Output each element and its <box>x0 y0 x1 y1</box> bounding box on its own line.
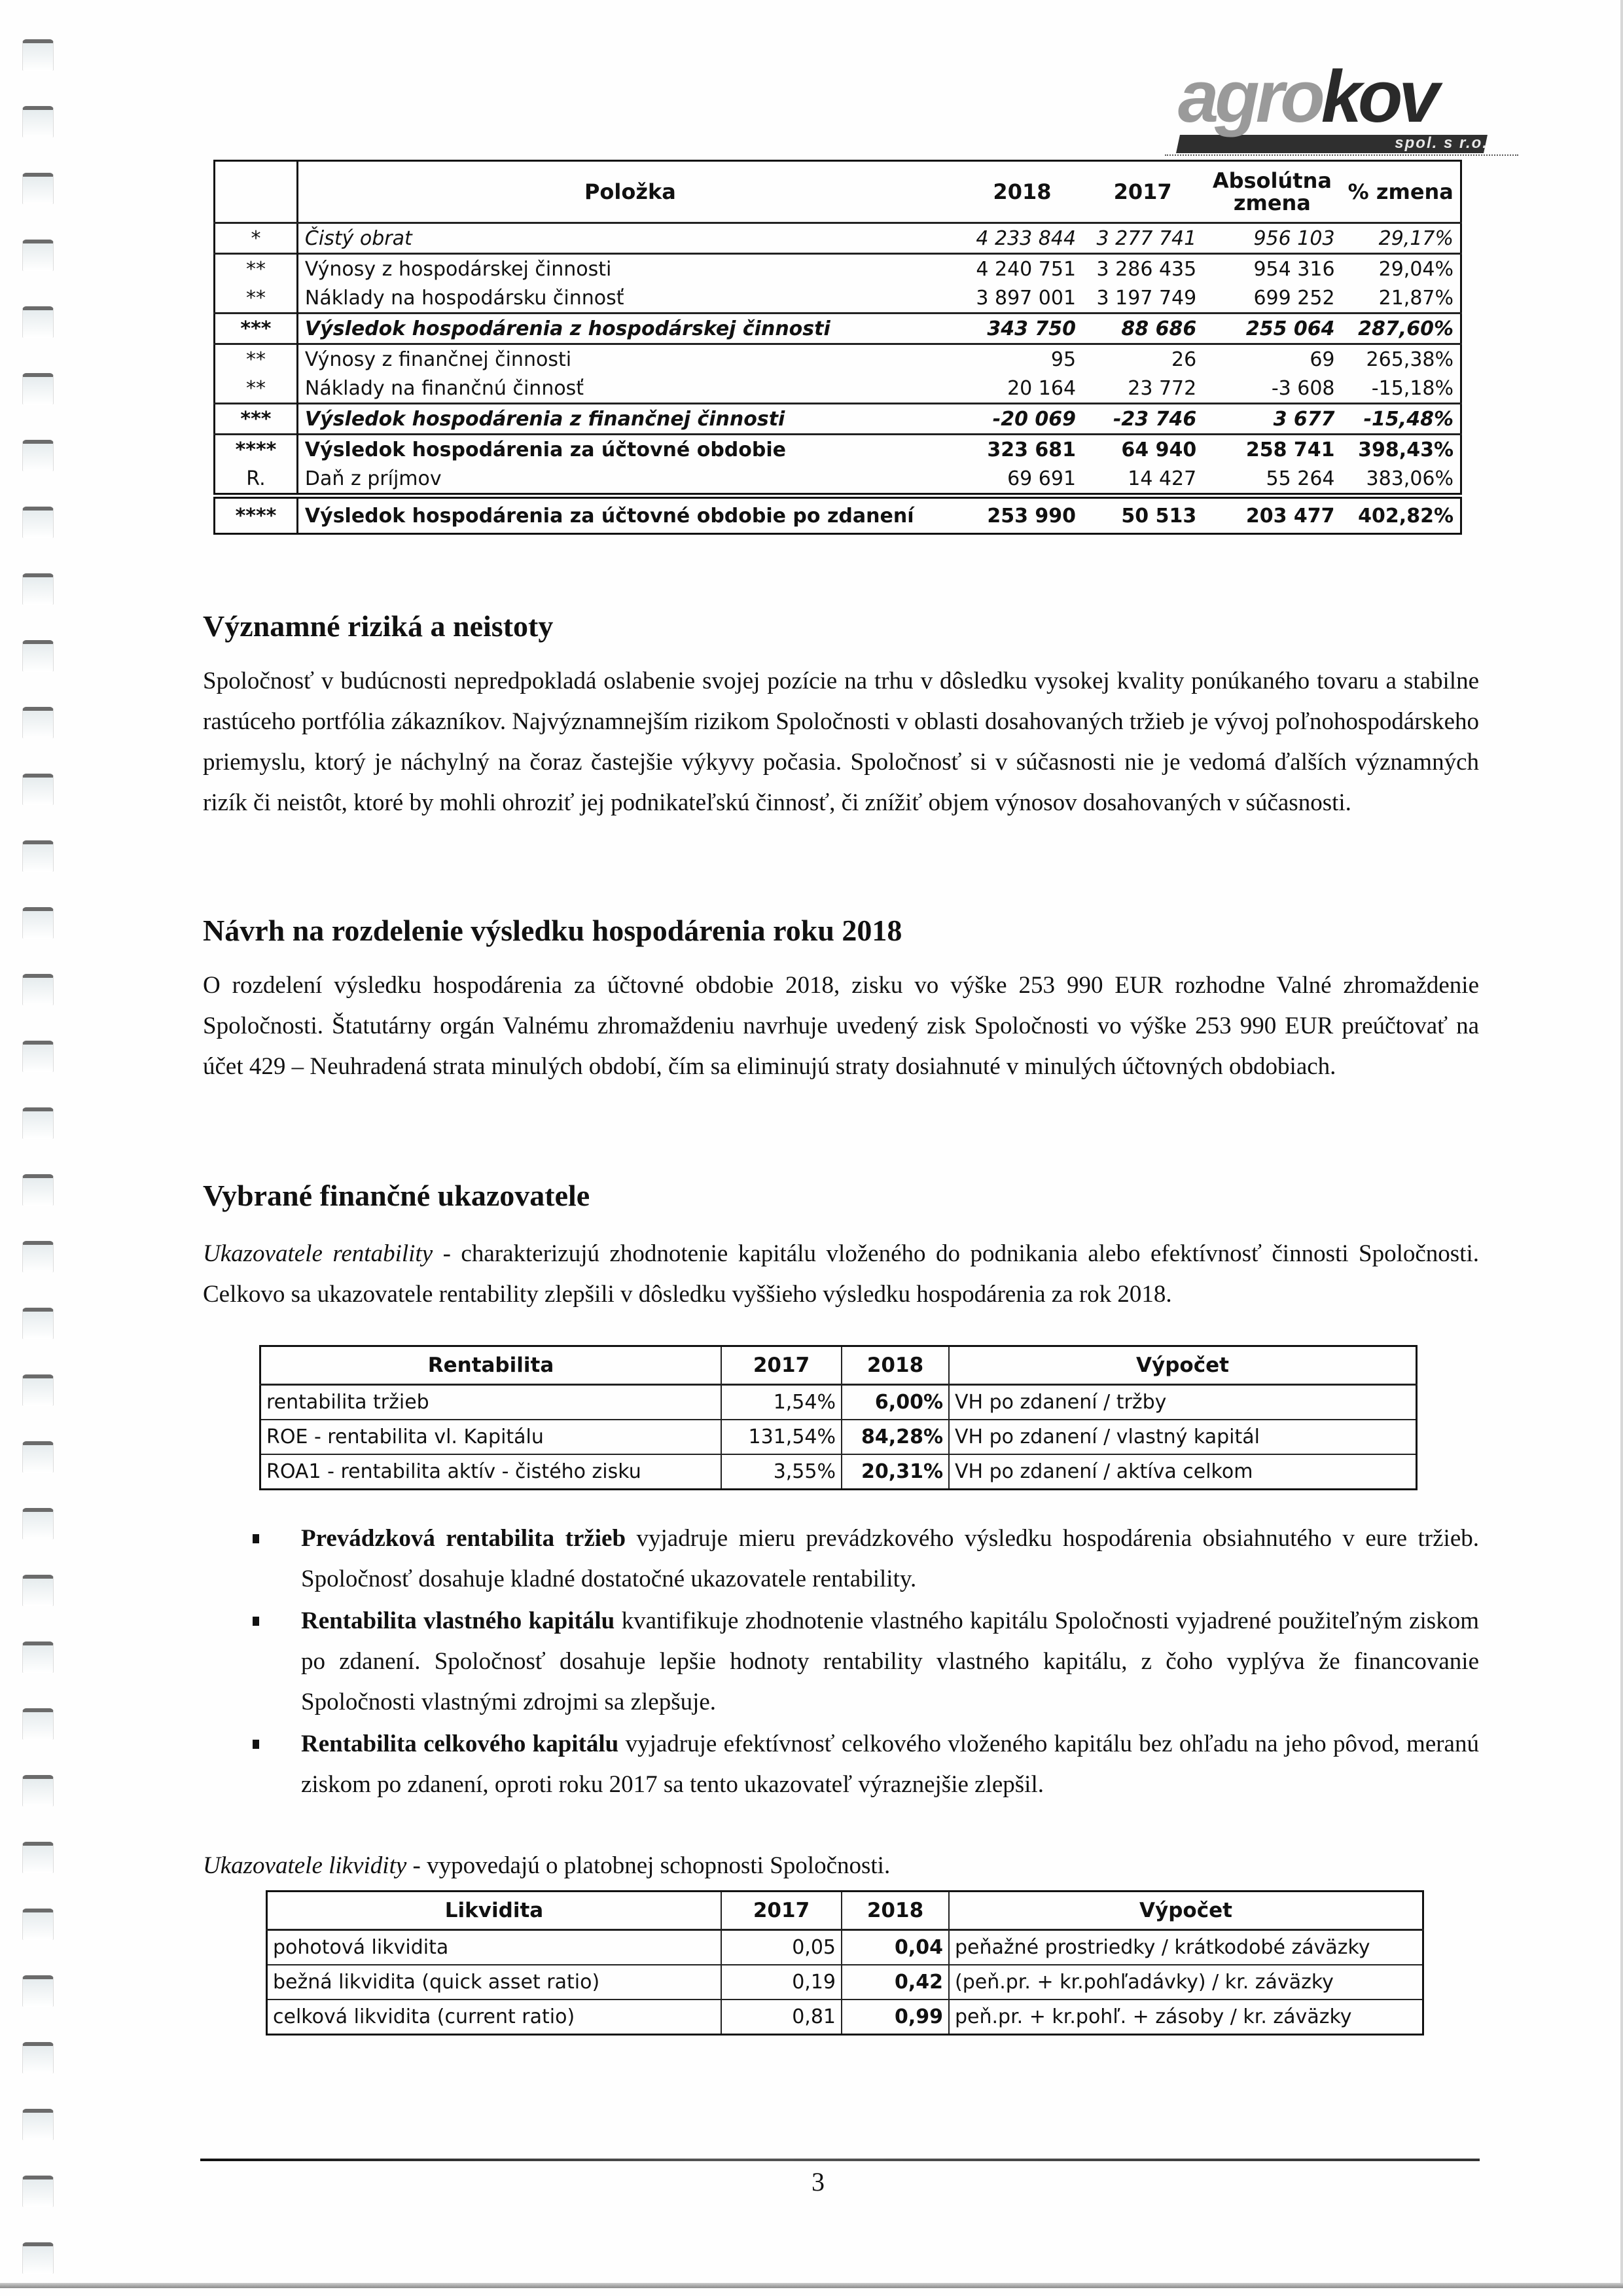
binder-hole-icon <box>22 974 54 1005</box>
row-label: Náklady na finančnú činnosť <box>304 376 584 400</box>
row-abs: 255 064 <box>1203 314 1341 344</box>
header-rule <box>1165 154 1518 156</box>
bullet-text: kvantifikuje zhodnotenie vlastného kapitálu Spoločnosti vyjadrené použiteľným ziskom po zdanení. Spoločnosť dosahuje lepšie hodnoty rentability vlastného kapitálu, z čoho vyplýva že financovanie Spoločnosti vlastnými zdrojmi sa zlepšuje. <box>301 1607 1479 1715</box>
table-row <box>215 344 1461 374</box>
binder-hole-icon <box>22 2242 54 2274</box>
header-rentability: Rentabilita <box>260 1346 722 1385</box>
binder-hole-icon <box>22 1975 54 2007</box>
row-2017: 23 772 <box>1128 376 1197 400</box>
liquidity-intro <box>203 1846 1479 1886</box>
table-row <box>260 1454 1417 1490</box>
binder-hole-icon <box>22 1308 54 1339</box>
bullet-square-icon <box>253 1740 259 1749</box>
row-mark: R. <box>215 464 298 496</box>
binder-hole-icon <box>22 173 54 204</box>
page-edge <box>1620 0 1623 2283</box>
row-abs: 699 252 <box>1253 286 1335 310</box>
row-2017: -23 746 <box>1082 404 1203 435</box>
row-name: rentabilita tržieb <box>260 1385 722 1420</box>
rentability-table <box>259 1345 1418 1490</box>
table-row <box>215 374 1461 404</box>
row-pct: 383,06% <box>1366 467 1454 490</box>
row-calc: peňažné prostriedky / krátkodobé záväzky <box>949 1930 1423 1965</box>
proposal-paragraph: O rozdelení výsledku hospodárenia za účtovné obdobie 2018, zisku vo výške 253 990 EUR rozhodne Valné zhromaždenie Spoločnosti. Štatutárny orgán Valnému zhromaždeniu navrhuje uvedený zisk Spoločnosti vo výške 253 990 EUR preúčtovať na účet 429 – Neuhradená strata minulých období, čím sa eliminujú straty dosiahnuté v minulých účtovných obdobiach. <box>203 972 1479 1080</box>
row-pct: -15,18% <box>1371 376 1454 400</box>
bullet-square-icon <box>253 1617 259 1626</box>
company-logo <box>1171 58 1512 156</box>
row-2018: 4 240 751 <box>962 254 1082 284</box>
binder-hole-icon <box>22 1441 54 1473</box>
row-2017: 3 286 435 <box>1082 254 1203 284</box>
row-2018: 69 691 <box>1007 467 1077 490</box>
row-name: bežná likvidita (quick asset ratio) <box>267 1965 722 2000</box>
binder-hole-icon <box>22 440 54 471</box>
header-pct-change: % zmena <box>1342 161 1461 223</box>
logo-wordmark <box>1178 58 1436 136</box>
bullet-term: Prevádzková rentabilita tržieb <box>301 1525 626 1552</box>
row-calc: VH po zdanení / vlastný kapitál <box>949 1420 1417 1454</box>
row-calc: VH po zdanení / tržby <box>949 1385 1417 1420</box>
binder-hole-icon <box>22 1842 54 1873</box>
row-pct: 287,60% <box>1342 314 1461 344</box>
row-label: Výsledok hospodárenia z hospodárskej činnosti <box>297 314 961 344</box>
binder-hole-icon <box>22 106 54 137</box>
header-abs-change: Absolútna zmena <box>1203 161 1341 223</box>
list-item <box>203 1601 1479 1723</box>
page-number: 3 <box>812 2167 825 2197</box>
row-label: Náklady na hospodársku činnosť <box>304 286 624 310</box>
table-row <box>267 2000 1423 2035</box>
row-2018: 4 233 844 <box>976 226 1077 250</box>
header-2017: 2017 <box>721 1892 842 1930</box>
row-2018: 95 <box>962 344 1082 374</box>
results-header-row <box>215 161 1461 223</box>
liquidity-intro-text: - vypovedajú o platobnej schopnosti Spoločnosti. <box>406 1852 891 1879</box>
row-label: Čistý obrat <box>304 226 412 250</box>
table-row <box>215 223 1461 254</box>
row-pct: 29,04% <box>1342 254 1461 284</box>
row-abs: -3 608 <box>1271 376 1335 400</box>
table-row <box>215 314 1461 344</box>
row-2017: 3 277 741 <box>1096 226 1197 250</box>
row-2018: -20 069 <box>962 404 1082 435</box>
row-2017: 131,54% <box>721 1420 842 1454</box>
row-2018: 0,04 <box>842 1930 949 1965</box>
header-2018: 2018 <box>842 1892 949 1930</box>
binder-hole-icon <box>22 2176 54 2207</box>
list-item <box>203 1724 1479 1805</box>
binder-hole-icon <box>22 573 54 605</box>
row-name: ROE - rentabilita vl. Kapitálu <box>260 1420 722 1454</box>
rentability-intro <box>203 1234 1479 1315</box>
row-2018: 343 750 <box>962 314 1082 344</box>
liquidity-table <box>266 1890 1424 2036</box>
header-2017: 2017 <box>1082 161 1203 223</box>
bullet-text: vyjadruje mieru prevádzkového výsledku hospodárenia obsiahnutého v eure tržieb. Spoločnosť dosahuje kladné dostatočné ukazovatele rentability. <box>301 1525 1479 1592</box>
row-pct: 265,38% <box>1342 344 1461 374</box>
logo-subtitle: spol. s r.o. <box>1395 134 1488 152</box>
row-name: pohotová likvidita <box>267 1930 722 1965</box>
liquidity-intro-term: Ukazovatele likvidity <box>203 1852 407 1879</box>
table-row <box>260 1420 1417 1454</box>
binder-hole-icon <box>22 2109 54 2140</box>
row-2018: 0,99 <box>842 2000 949 2035</box>
table-row <box>215 435 1461 465</box>
row-abs: 203 477 <box>1203 496 1341 534</box>
bullet-text: vyjadruje efektívnosť celkového vloženého kapitálu bez ohľadu na jeho pôvod, meranú ziskom po zdanení, oproti roku 2017 sa tento ukazovateľ výraznejšie zlepšil. <box>301 1731 1479 1798</box>
binder-hole-icon <box>22 1775 54 1806</box>
row-2018: 20,31% <box>842 1454 949 1490</box>
binder-hole-icon <box>22 1575 54 1606</box>
row-2017: 14 427 <box>1128 467 1197 490</box>
row-2017: 0,19 <box>721 1965 842 2000</box>
footer-rule <box>200 2159 1480 2161</box>
binder-hole-icon <box>22 707 54 738</box>
logo-agro: agro <box>1178 56 1321 137</box>
row-mark: ** <box>215 283 298 314</box>
risks-paragraph: Spoločnosť v budúcnosti nepredpokladá oslabenie svojej pozície na trhu v dôsledku vysokej kvality ponúkaného tovaru a stabilne rastúceho portfólia zákazníkov. Najvýznamnejším rizikom Spoločnosti v oblasti dosahovaných tržieb je vývoj poľnohospodárskeho priemyslu, ktorý je náchylný na čoraz častejšie výkyvy počasia. Spoločnosť si v súčasnosti nie je vedomá ďalších významných rizík či neistôt, ktoré by mohli ohroziť jej podnikateľskú činnosť, či znížiť objem výnosov dosahovaných v súčasnosti. <box>203 668 1479 816</box>
rentability-intro-text: - charakterizujú zhodnotenie kapitálu vloženého do podnikania alebo efektívnosť činnosti Spoločnosti. Celkovo sa ukazovatele rentability zlepšili v dôsledku vyššieho výsledku hospodárenia za rok 2018. <box>203 1240 1479 1308</box>
binder-hole-icon <box>22 774 54 805</box>
list-item <box>203 1518 1479 1600</box>
row-abs: 954 316 <box>1203 254 1341 284</box>
row-mark: **** <box>215 435 298 465</box>
row-label: Výsledok hospodárenia za účtovné obdobie <box>297 435 961 465</box>
row-calc: (peň.pr. + kr.pohľadávky) / kr. záväzky <box>949 1965 1423 2000</box>
binder-hole-icon <box>22 1641 54 1673</box>
row-2017: 88 686 <box>1082 314 1203 344</box>
binder-hole-icon <box>22 306 54 338</box>
binder-hole-icon <box>22 1708 54 1740</box>
row-label: Daň z príjmov <box>304 467 442 490</box>
binder-hole-icon <box>22 1174 54 1206</box>
binder-hole-icon <box>22 840 54 872</box>
binder-hole-icon <box>22 1374 54 1406</box>
row-label: Výnosy z hospodárskej činnosti <box>297 254 961 284</box>
bullet-square-icon <box>253 1534 259 1543</box>
row-label: Výsledok hospodárenia za účtovné obdobie po zdanení <box>297 496 961 534</box>
table-row <box>215 254 1461 284</box>
row-pct: 21,87% <box>1378 286 1454 310</box>
row-2018: 323 681 <box>962 435 1082 465</box>
binder-hole-icon <box>22 1508 54 1539</box>
row-2017: 64 940 <box>1082 435 1203 465</box>
row-2017: 1,54% <box>721 1385 842 1420</box>
header-item: Položka <box>297 161 961 223</box>
header-2017: 2017 <box>721 1346 842 1385</box>
section-heading-proposal: Návrh na rozdelenie výsledku hospodárenia roku 2018 <box>203 914 902 947</box>
rentability-bullets <box>203 1518 1479 1806</box>
binder-hole-icon <box>22 1041 54 1072</box>
header-2018: 2018 <box>842 1346 949 1385</box>
bullet-term: Rentabilita vlastného kapitálu <box>301 1607 615 1634</box>
row-2017: 3,55% <box>721 1454 842 1490</box>
row-calc: peň.pr. + kr.pohľ. + zásoby / kr. záväzky <box>949 2000 1423 2035</box>
binder-hole-icon <box>22 640 54 672</box>
row-calc: VH po zdanení / aktíva celkom <box>949 1454 1417 1490</box>
row-name: ROA1 - rentabilita aktív - čistého zisku <box>260 1454 722 1490</box>
row-2017: 3 197 749 <box>1096 286 1197 310</box>
row-abs: 258 741 <box>1203 435 1341 465</box>
row-name: celková likvidita (current ratio) <box>267 2000 722 2035</box>
row-mark: **** <box>215 496 298 534</box>
rentability-intro-term: Ukazovatele rentability <box>203 1240 433 1267</box>
row-2018: 20 164 <box>1007 376 1077 400</box>
row-2018: 6,00% <box>842 1385 949 1420</box>
table-row <box>267 1965 1423 2000</box>
row-2018: 3 897 001 <box>976 286 1077 310</box>
row-mark: ** <box>215 344 298 374</box>
binder-hole-icon <box>22 1241 54 1272</box>
row-pct: 29,17% <box>1378 226 1454 250</box>
row-pct: 398,43% <box>1342 435 1461 465</box>
row-mark: * <box>215 223 298 254</box>
section-heading-risks: Významné riziká a neistoty <box>203 609 554 643</box>
row-abs: 956 103 <box>1253 226 1335 250</box>
liquidity-header-row <box>267 1892 1423 1930</box>
row-2018: 84,28% <box>842 1420 949 1454</box>
row-mark: ** <box>215 254 298 284</box>
table-row <box>267 1930 1423 1965</box>
row-mark: *** <box>215 404 298 435</box>
row-abs: 3 677 <box>1203 404 1341 435</box>
section-heading-indicators: Vybrané finančné ukazovatele <box>203 1179 590 1212</box>
binder-hole-icon <box>22 507 54 538</box>
row-2018: 0,42 <box>842 1965 949 2000</box>
table-row-total <box>215 496 1461 534</box>
binder-hole-icon <box>22 373 54 404</box>
table-row <box>215 464 1461 496</box>
row-2017: 0,05 <box>721 1930 842 1965</box>
header-2018: 2018 <box>962 161 1082 223</box>
row-2017: 0,81 <box>721 2000 842 2035</box>
rentability-header-row <box>260 1346 1417 1385</box>
table-row <box>260 1385 1417 1420</box>
row-label: Výsledok hospodárenia z finančnej činnosti <box>297 404 961 435</box>
header-liquidity: Likvidita <box>267 1892 722 1930</box>
binder-hole-icon <box>22 1909 54 1940</box>
bullet-term: Rentabilita celkového kapitálu <box>301 1731 619 1757</box>
row-pct: 402,82% <box>1342 496 1461 534</box>
page-edge <box>0 2283 1623 2288</box>
binder-hole-icon <box>22 240 54 271</box>
row-2017: 50 513 <box>1082 496 1203 534</box>
binder-hole-icon <box>22 39 54 71</box>
binder-hole-icon <box>22 907 54 939</box>
binder-hole-icon <box>22 2042 54 2073</box>
row-label: Výnosy z finančnej činnosti <box>297 344 961 374</box>
row-pct: -15,48% <box>1342 404 1461 435</box>
row-2018: 253 990 <box>962 496 1082 534</box>
row-mark: ** <box>215 374 298 404</box>
results-table <box>213 160 1462 535</box>
header-calculation: Výpočet <box>949 1892 1423 1930</box>
row-abs: 55 264 <box>1266 467 1335 490</box>
binder-hole-icon <box>22 1107 54 1139</box>
row-mark: *** <box>215 314 298 344</box>
header-calculation: Výpočet <box>949 1346 1417 1385</box>
table-row <box>215 404 1461 435</box>
row-2017: 26 <box>1082 344 1203 374</box>
logo-kov: kov <box>1321 56 1436 137</box>
row-abs: 69 <box>1203 344 1341 374</box>
table-row <box>215 283 1461 314</box>
header-mark <box>215 161 298 223</box>
